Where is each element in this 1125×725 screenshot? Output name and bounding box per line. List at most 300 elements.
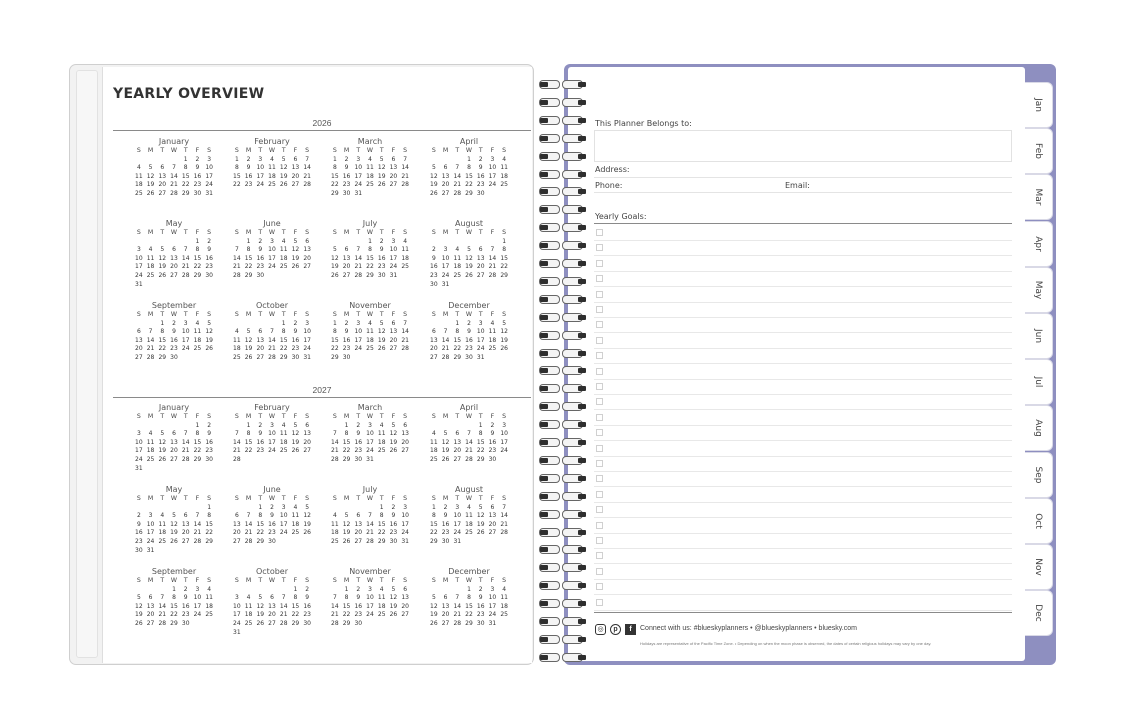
tab-dec[interactable] bbox=[1023, 590, 1053, 636]
owner-field[interactable] bbox=[594, 130, 1012, 162]
day-cell: 14 bbox=[401, 164, 409, 172]
goal-checkbox[interactable] bbox=[596, 429, 603, 436]
day-cell: 5 bbox=[379, 319, 384, 327]
day-cell: 10 bbox=[303, 328, 311, 336]
day-cell: 3 bbox=[490, 155, 495, 163]
month-day-grid bbox=[231, 229, 313, 281]
weekday-header: M bbox=[245, 577, 252, 584]
day-cell: 11 bbox=[500, 164, 508, 172]
goal-checkbox[interactable] bbox=[596, 583, 603, 590]
day-cell: 27 bbox=[389, 345, 398, 353]
day-cell: 4 bbox=[281, 421, 286, 429]
day-cell: 14 bbox=[170, 172, 178, 180]
goal-checkbox[interactable] bbox=[596, 475, 603, 482]
day-cell: 18 bbox=[279, 254, 288, 262]
goal-row[interactable] bbox=[594, 456, 1012, 472]
goal-row[interactable] bbox=[594, 471, 1012, 487]
day-blank bbox=[133, 320, 145, 329]
day-cell: 16 bbox=[377, 254, 386, 262]
tab-jun[interactable] bbox=[1023, 313, 1053, 359]
day-cell: 20 bbox=[146, 611, 155, 619]
weekday-header: T bbox=[160, 229, 165, 236]
day-cell: 19 bbox=[158, 263, 167, 271]
day-blank bbox=[180, 504, 192, 513]
day-cell: 17 bbox=[354, 336, 363, 344]
goal-row[interactable] bbox=[594, 240, 1012, 256]
goal-row[interactable] bbox=[594, 487, 1012, 503]
day-cell: 2 bbox=[258, 237, 263, 245]
facebook-icon[interactable]: f bbox=[625, 624, 636, 635]
weekday-header: T bbox=[455, 413, 460, 420]
day-cell: 2 bbox=[305, 585, 310, 593]
goal-checkbox[interactable] bbox=[596, 275, 603, 282]
goal-checkbox[interactable] bbox=[596, 552, 603, 559]
goal-row[interactable] bbox=[594, 441, 1012, 457]
day-cell: 21 bbox=[146, 345, 155, 353]
spiral-ring bbox=[539, 635, 587, 644]
goal-checkbox[interactable] bbox=[596, 568, 603, 575]
goal-checkbox[interactable] bbox=[596, 244, 603, 251]
weekday-header: S bbox=[332, 229, 337, 236]
year-heading-2026: 2026 bbox=[113, 118, 531, 131]
day-cell: 24 bbox=[146, 537, 155, 545]
day-cell: 31 bbox=[488, 619, 497, 627]
day-cell: 17 bbox=[205, 172, 213, 180]
day-cell: 13 bbox=[135, 336, 143, 344]
goal-row[interactable] bbox=[594, 302, 1012, 318]
tab-feb[interactable] bbox=[1023, 128, 1053, 174]
day-cell: 28 bbox=[279, 619, 288, 627]
tab-aug[interactable] bbox=[1023, 405, 1053, 451]
day-cell: 29 bbox=[279, 353, 288, 361]
ring-hole bbox=[578, 136, 586, 141]
day-cell: 26 bbox=[256, 619, 265, 627]
day-cell: 16 bbox=[268, 520, 276, 528]
tab-jul[interactable] bbox=[1023, 359, 1053, 405]
day-cell: 29 bbox=[453, 353, 462, 361]
day-cell: 21 bbox=[453, 611, 462, 619]
month-calendar bbox=[428, 484, 510, 547]
goal-row[interactable] bbox=[594, 333, 1012, 349]
weekday-header: F bbox=[391, 147, 396, 154]
ring-hole bbox=[540, 351, 548, 356]
day-cell: 5 bbox=[207, 319, 212, 327]
day-cell: 26 bbox=[441, 455, 450, 463]
weekday-header: M bbox=[147, 229, 154, 236]
day-cell: 20 bbox=[303, 254, 311, 262]
day-cell: 27 bbox=[268, 619, 276, 627]
day-cell: 26 bbox=[303, 529, 311, 537]
tab-nov[interactable] bbox=[1023, 544, 1053, 590]
day-cell: 27 bbox=[170, 455, 178, 463]
day-cell: 13 bbox=[401, 594, 409, 602]
weekday-header: F bbox=[391, 577, 396, 584]
day-cell: 4 bbox=[455, 246, 460, 254]
day-cell: 8 bbox=[246, 246, 251, 254]
tab-sep[interactable] bbox=[1023, 452, 1053, 498]
month-calendar bbox=[231, 300, 313, 363]
day-cell: 6 bbox=[344, 246, 349, 254]
weekday-header: S bbox=[136, 229, 141, 236]
day-cell: 13 bbox=[488, 512, 497, 520]
goal-row[interactable] bbox=[594, 410, 1012, 426]
goal-checkbox[interactable] bbox=[596, 414, 603, 421]
day-cell: 13 bbox=[233, 520, 241, 528]
day-cell: 5 bbox=[148, 164, 153, 172]
spiral-ring bbox=[539, 492, 587, 501]
day-cell: 1 bbox=[172, 585, 176, 593]
goal-checkbox[interactable] bbox=[596, 306, 603, 313]
goal-checkbox[interactable] bbox=[596, 368, 603, 375]
tab-may[interactable] bbox=[1023, 267, 1053, 313]
day-cell: 8 bbox=[207, 512, 212, 520]
weekday-header: M bbox=[343, 229, 350, 236]
day-cell: 21 bbox=[331, 447, 339, 455]
spiral-ring bbox=[539, 545, 587, 554]
day-blank bbox=[192, 504, 204, 513]
day-cell: 28 bbox=[244, 537, 253, 545]
day-cell: 22 bbox=[366, 263, 374, 271]
month-name: December bbox=[448, 567, 490, 576]
weekday-header: M bbox=[245, 147, 252, 154]
goal-row[interactable] bbox=[594, 256, 1012, 272]
day-cell: 7 bbox=[332, 430, 337, 438]
day-cell: 28 bbox=[488, 271, 497, 279]
weekday-header: T bbox=[258, 577, 263, 584]
phone-email-line[interactable] bbox=[594, 192, 1012, 193]
day-cell: 14 bbox=[366, 520, 374, 528]
day-cell: 10 bbox=[354, 164, 363, 172]
weekday-header: W bbox=[366, 147, 374, 154]
spiral-ring bbox=[539, 528, 587, 537]
day-blank bbox=[156, 238, 168, 247]
weekday-header: S bbox=[207, 229, 212, 236]
day-cell: 2 bbox=[431, 246, 436, 254]
goal-checkbox[interactable] bbox=[596, 321, 603, 328]
day-cell: 9 bbox=[478, 594, 483, 602]
day-cell: 28 bbox=[233, 455, 241, 463]
goal-row[interactable] bbox=[594, 364, 1012, 380]
weekday-header: T bbox=[379, 577, 384, 584]
day-cell: 18 bbox=[488, 336, 497, 344]
tab-label: May bbox=[1032, 280, 1043, 300]
goal-checkbox[interactable] bbox=[596, 506, 603, 513]
day-cell: 5 bbox=[502, 319, 507, 327]
day-blank bbox=[475, 238, 487, 247]
month-day-grid bbox=[133, 311, 215, 363]
day-cell: 28 bbox=[331, 455, 339, 463]
month-day-grid bbox=[428, 495, 510, 547]
day-cell: 15 bbox=[465, 602, 473, 610]
day-cell: 28 bbox=[146, 353, 155, 361]
day-cell: 13 bbox=[303, 246, 311, 254]
day-cell: 12 bbox=[441, 438, 450, 446]
ring-hole bbox=[578, 172, 586, 177]
goal-row[interactable] bbox=[594, 317, 1012, 333]
day-cell: 19 bbox=[476, 520, 485, 528]
day-cell: 22 bbox=[342, 611, 351, 619]
address-line[interactable] bbox=[594, 177, 1012, 178]
weekday-header: W bbox=[465, 229, 473, 236]
day-cell: 2 bbox=[293, 319, 298, 327]
day-cell: 30 bbox=[342, 353, 351, 361]
day-cell: 5 bbox=[160, 430, 165, 438]
day-cell: 3 bbox=[455, 503, 460, 511]
day-cell: 13 bbox=[453, 438, 462, 446]
goal-checkbox[interactable] bbox=[596, 445, 603, 452]
day-cell: 24 bbox=[135, 271, 143, 279]
goal-checkbox[interactable] bbox=[596, 352, 603, 359]
day-cell: 6 bbox=[258, 328, 263, 336]
day-blank bbox=[451, 238, 463, 247]
goal-row[interactable] bbox=[594, 348, 1012, 364]
day-cell: 9 bbox=[431, 254, 436, 262]
ring-hole bbox=[578, 655, 586, 660]
day-cell: 10 bbox=[135, 254, 143, 262]
day-cell: 29 bbox=[476, 455, 485, 463]
day-cell: 12 bbox=[389, 430, 398, 438]
spiral-ring bbox=[539, 420, 587, 429]
day-cell: 25 bbox=[135, 189, 143, 197]
day-cell: 10 bbox=[488, 164, 497, 172]
spiral-ring bbox=[539, 259, 587, 268]
weekday-header: M bbox=[442, 229, 449, 236]
goal-row[interactable] bbox=[594, 394, 1012, 410]
day-cell: 27 bbox=[401, 611, 409, 619]
day-cell: 11 bbox=[377, 430, 386, 438]
day-cell: 14 bbox=[453, 172, 462, 180]
goal-row[interactable] bbox=[594, 425, 1012, 441]
day-cell: 29 bbox=[377, 537, 386, 545]
day-cell: 14 bbox=[146, 336, 155, 344]
day-cell: 8 bbox=[258, 512, 263, 520]
month-day-grid bbox=[231, 147, 313, 190]
day-cell: 15 bbox=[342, 602, 351, 610]
day-cell: 14 bbox=[331, 602, 339, 610]
day-cell: 9 bbox=[136, 520, 141, 528]
day-cell: 16 bbox=[135, 529, 143, 537]
day-cell: 25 bbox=[366, 181, 374, 189]
day-cell: 4 bbox=[293, 503, 298, 511]
ring-hole bbox=[540, 118, 548, 123]
day-cell: 16 bbox=[389, 520, 398, 528]
tab-mar[interactable] bbox=[1023, 174, 1053, 220]
day-cell: 18 bbox=[401, 254, 409, 262]
day-cell: 17 bbox=[181, 336, 190, 344]
day-cell: 19 bbox=[377, 172, 386, 180]
weekday-header: M bbox=[343, 147, 350, 154]
day-blank bbox=[168, 156, 180, 165]
weekday-header: M bbox=[442, 311, 449, 318]
weekday-header: S bbox=[502, 413, 507, 420]
day-cell: 8 bbox=[195, 430, 200, 438]
day-cell: 23 bbox=[389, 529, 398, 537]
day-cell: 25 bbox=[377, 447, 386, 455]
day-cell: 2 bbox=[183, 585, 188, 593]
day-cell: 21 bbox=[366, 529, 374, 537]
day-blank bbox=[487, 238, 499, 247]
weekday-header: W bbox=[170, 413, 178, 420]
month-name: July bbox=[362, 485, 378, 494]
tab-oct[interactable] bbox=[1023, 498, 1053, 544]
day-cell: 13 bbox=[170, 438, 178, 446]
day-cell: 9 bbox=[391, 512, 396, 520]
day-cell: 4 bbox=[368, 155, 372, 163]
weekday-header: S bbox=[136, 577, 141, 584]
day-cell: 13 bbox=[389, 164, 398, 172]
day-cell: 30 bbox=[488, 455, 497, 463]
weekday-header: S bbox=[234, 311, 239, 318]
day-cell: 9 bbox=[246, 164, 251, 172]
day-cell: 26 bbox=[158, 455, 167, 463]
month-name: June bbox=[263, 219, 281, 228]
day-cell: 3 bbox=[478, 319, 483, 327]
goals-divider bbox=[594, 223, 1012, 224]
tab-jan[interactable] bbox=[1023, 82, 1053, 128]
goal-checkbox[interactable] bbox=[596, 491, 603, 498]
goals-label: Yearly Goals: bbox=[595, 212, 647, 221]
owner-label: This Planner Belongs to: bbox=[595, 119, 692, 128]
goal-row[interactable] bbox=[594, 595, 1012, 611]
day-cell: 12 bbox=[146, 172, 155, 180]
goal-checkbox[interactable] bbox=[596, 537, 603, 544]
day-cell: 2 bbox=[379, 237, 384, 245]
goal-checkbox[interactable] bbox=[596, 522, 603, 529]
month-calendar bbox=[231, 136, 313, 190]
day-cell: 13 bbox=[158, 172, 167, 180]
day-cell: 31 bbox=[233, 628, 241, 636]
day-cell: 1 bbox=[207, 503, 212, 511]
day-cell: 22 bbox=[181, 181, 190, 189]
day-cell: 15 bbox=[331, 172, 339, 180]
day-blank bbox=[341, 504, 353, 513]
weekday-header: W bbox=[170, 495, 178, 502]
goal-row[interactable] bbox=[594, 533, 1012, 549]
month-name: November bbox=[349, 567, 391, 576]
day-cell: 27 bbox=[181, 537, 190, 545]
day-cell: 15 bbox=[256, 520, 265, 528]
day-cell: 31 bbox=[205, 189, 213, 197]
weekday-header: S bbox=[305, 229, 310, 236]
goal-row[interactable] bbox=[594, 579, 1012, 595]
goal-row[interactable] bbox=[594, 564, 1012, 580]
day-cell: 2 bbox=[344, 319, 349, 327]
day-cell: 27 bbox=[441, 619, 450, 627]
spiral-ring bbox=[539, 223, 587, 232]
day-cell: 11 bbox=[366, 328, 374, 336]
goal-checkbox[interactable] bbox=[596, 460, 603, 467]
weekday-header: S bbox=[502, 229, 507, 236]
goal-row[interactable] bbox=[594, 518, 1012, 534]
day-cell: 16 bbox=[193, 172, 202, 180]
day-blank bbox=[440, 320, 452, 329]
day-cell: 26 bbox=[158, 271, 167, 279]
day-cell: 28 bbox=[268, 353, 276, 361]
goal-row[interactable] bbox=[594, 502, 1012, 518]
goal-checkbox[interactable] bbox=[596, 291, 603, 298]
day-cell: 20 bbox=[441, 611, 450, 619]
ring-hole bbox=[578, 601, 586, 606]
day-cell: 3 bbox=[234, 594, 239, 602]
goal-row[interactable] bbox=[594, 287, 1012, 303]
day-cell: 14 bbox=[181, 438, 190, 446]
month-name: February bbox=[254, 137, 290, 146]
ring-hole bbox=[540, 565, 548, 570]
day-cell: 3 bbox=[270, 237, 274, 245]
ring-hole bbox=[578, 207, 586, 212]
day-cell: 25 bbox=[377, 611, 386, 619]
weekday-header: S bbox=[234, 147, 239, 154]
day-cell: 6 bbox=[356, 512, 361, 520]
day-blank bbox=[428, 586, 440, 595]
goal-checkbox[interactable] bbox=[596, 383, 603, 390]
day-cell: 22 bbox=[465, 611, 473, 619]
goal-checkbox[interactable] bbox=[596, 398, 603, 405]
weekday-header: T bbox=[258, 229, 263, 236]
day-cell: 8 bbox=[293, 594, 298, 602]
day-cell: 24 bbox=[500, 447, 508, 455]
weekday-header: W bbox=[170, 577, 178, 584]
day-cell: 17 bbox=[354, 172, 363, 180]
goal-row[interactable] bbox=[594, 548, 1012, 564]
weekday-header: T bbox=[455, 147, 460, 154]
day-cell: 4 bbox=[502, 155, 507, 163]
day-cell: 9 bbox=[207, 430, 212, 438]
day-cell: 25 bbox=[205, 611, 213, 619]
day-blank bbox=[145, 238, 157, 247]
weekday-header: S bbox=[136, 311, 141, 318]
day-cell: 5 bbox=[258, 594, 263, 602]
goal-checkbox[interactable] bbox=[596, 599, 603, 606]
day-cell: 6 bbox=[431, 328, 436, 336]
day-blank bbox=[145, 320, 157, 329]
goal-checkbox[interactable] bbox=[596, 337, 603, 344]
goal-row[interactable] bbox=[594, 225, 1012, 241]
day-cell: 6 bbox=[305, 421, 310, 429]
ring-hole bbox=[578, 243, 586, 248]
weekday-header: T bbox=[281, 495, 286, 502]
day-cell: 3 bbox=[136, 430, 141, 438]
day-cell: 18 bbox=[205, 602, 213, 610]
day-cell: 3 bbox=[258, 155, 263, 163]
goal-checkbox[interactable] bbox=[596, 229, 603, 236]
day-cell: 10 bbox=[256, 164, 265, 172]
day-cell: 30 bbox=[342, 189, 351, 197]
day-cell: 27 bbox=[303, 263, 311, 271]
day-cell: 23 bbox=[465, 345, 473, 353]
tab-label: Jul bbox=[1032, 376, 1043, 388]
day-cell: 17 bbox=[366, 438, 374, 446]
weekday-header: T bbox=[478, 229, 483, 236]
day-cell: 30 bbox=[291, 353, 300, 361]
tab-apr[interactable] bbox=[1023, 221, 1053, 267]
weekday-header: S bbox=[502, 577, 507, 584]
day-cell: 5 bbox=[431, 594, 436, 602]
goal-checkbox[interactable] bbox=[596, 260, 603, 267]
weekday-header: F bbox=[490, 413, 495, 420]
goal-row[interactable] bbox=[594, 271, 1012, 287]
month-day-grid bbox=[428, 147, 510, 199]
pinterest-icon[interactable]: p bbox=[610, 624, 621, 635]
instagram-icon[interactable]: ◎ bbox=[595, 624, 606, 635]
ring-hole bbox=[578, 494, 586, 499]
day-blank bbox=[440, 238, 452, 247]
goal-row[interactable] bbox=[594, 379, 1012, 395]
day-cell: 11 bbox=[465, 512, 473, 520]
month-name: September bbox=[151, 301, 197, 310]
weekday-header: T bbox=[258, 495, 263, 502]
ring-hole bbox=[540, 189, 548, 194]
